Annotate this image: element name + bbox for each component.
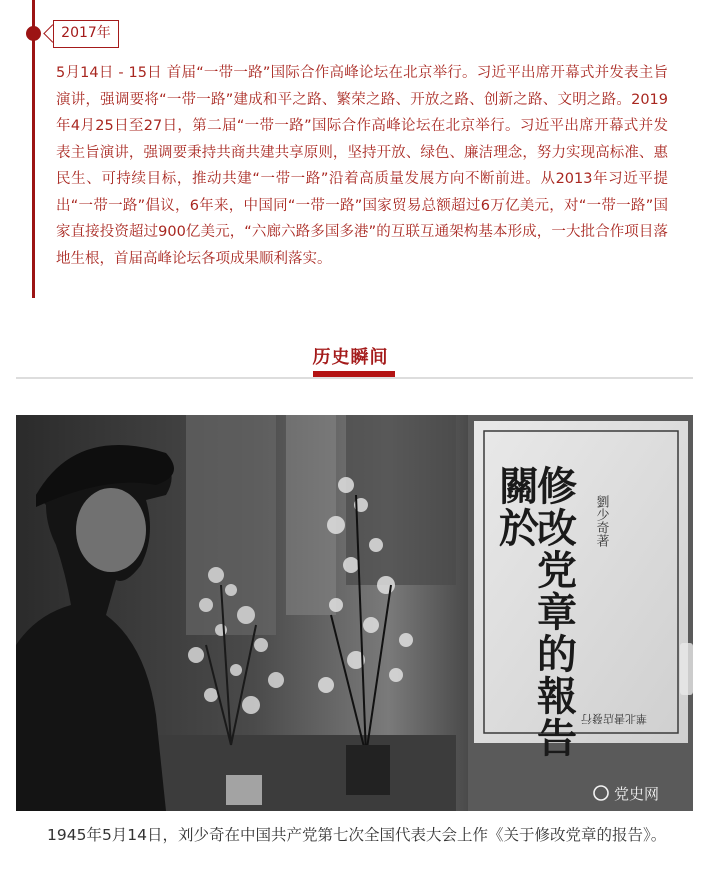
timeline-event-text: 5月14日 - 15日 首届“一带一路”国际合作高峰论坛在北京举行。习近平出席开幕式并发表主旨演讲，强调要将“一带一路”建成和平之路、繁荣之路、开放之路、创新之路、文明之路。2019年4月25日至27日，第二届“一带一路”国际合作高峰论坛在北京举行。习近平出席开幕式并发表主旨演讲，强调要秉持共商共建共享原则，坚持开放、绿色、廉洁理念，努力实现高标准、惠民生、可持续目标，推动共建“一带一路”沿着高质量发展方向不断前进。从2013年习近平提出“一带一路”倡议，6年来，中国同“一带一路”国家贸易总额超过6万亿美元，对“一带一路”国家直接投资超过900亿美元，“六廊六路多国多港”的互联互通架构基本形成，一大批合作项目落地生根，首届高峰论坛各项成果顺利落实。 (56, 65, 668, 267)
section-title: 历史瞬间 (312, 347, 389, 368)
book-publisher: 華北書店發行 (581, 712, 647, 725)
photo-illustration (16, 415, 693, 811)
year-label: 2017年 (53, 20, 119, 48)
timeline-line (32, 0, 35, 298)
timeline-dot (26, 26, 41, 41)
section-accent-bar (313, 371, 395, 377)
book-author: 劉少奇著 (593, 495, 609, 547)
historical-photo (16, 415, 693, 811)
book-title-col2: 修改党章的報告 (530, 465, 578, 759)
photo-caption: 1945年5月14日，刘少奇在中国共产党第七次全国代表大会上作《关于修改党章的报告》。 (47, 826, 667, 844)
section-divider (16, 377, 693, 379)
book-title-col1: 關於 (492, 465, 540, 549)
photo-watermark: 党史网 (614, 785, 660, 803)
